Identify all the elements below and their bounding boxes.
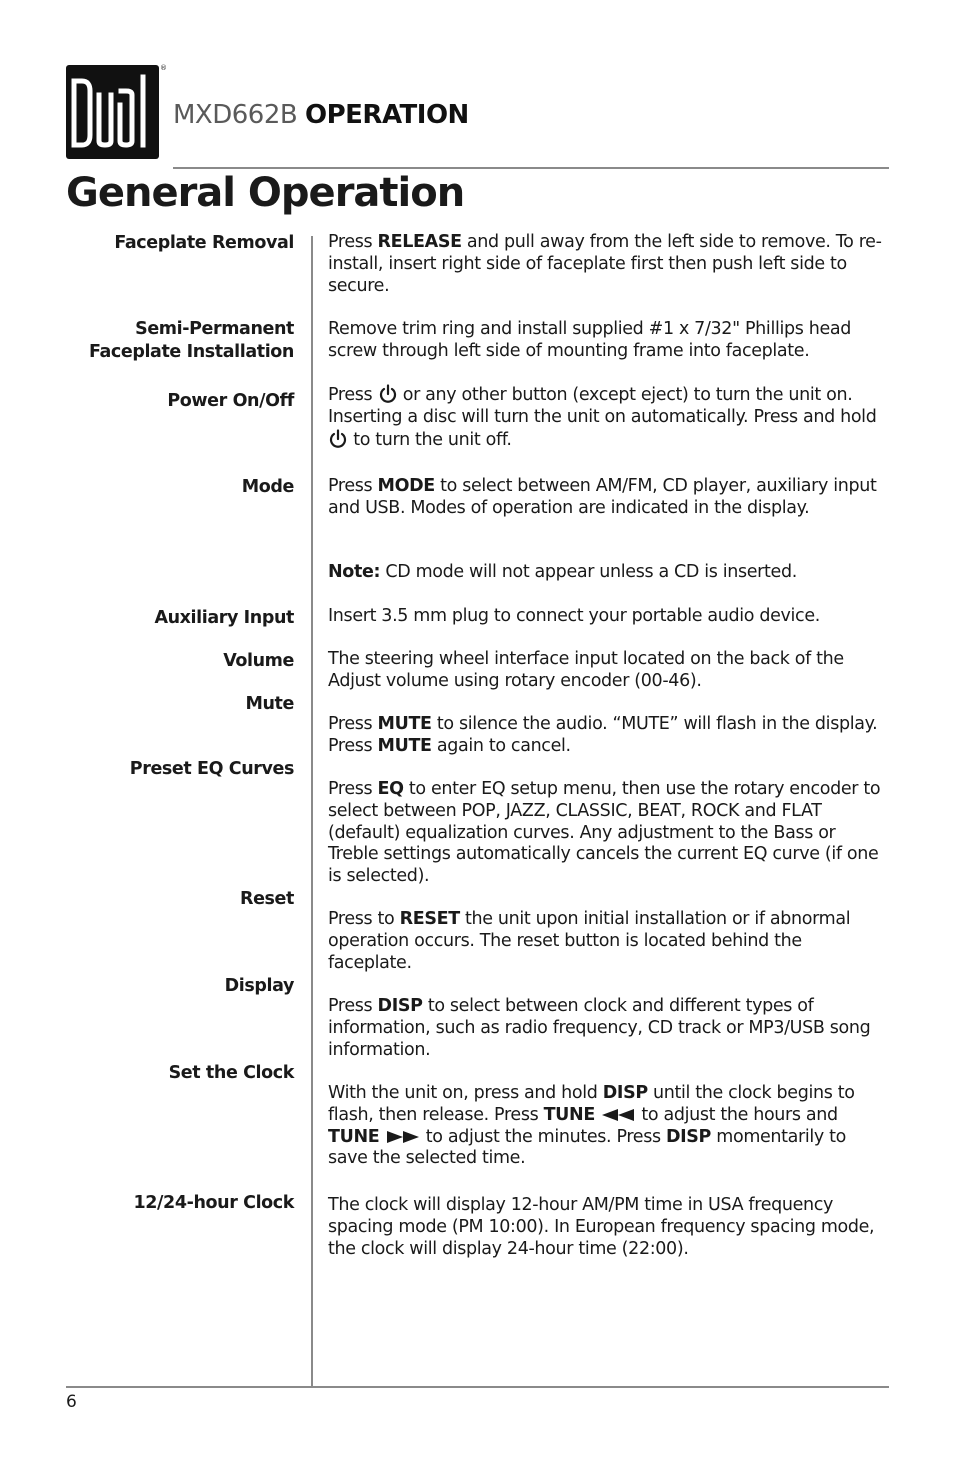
- label-semi-permanent: Semi-Permanent: [135, 319, 294, 339]
- note-keyword: Note:: [328, 562, 381, 582]
- registered-mark: ®: [160, 64, 167, 72]
- para-aux: Insert 3.5 mm plug to connect your portable audio device.: [328, 606, 820, 626]
- footer-rule: [66, 1386, 889, 1388]
- para-eq: Press EQ to enter EQ setup menu, then use the rotary encoder to select between POP, JAZZ, CLASSIC, BEAT, ROCK and FLAT (default) equalization curves. Any adjustment to the Bass or Treble settings automatically cancels the current EQ curve (if one is selected).: [328, 779, 881, 887]
- power-icon: [328, 429, 348, 449]
- header-rule: [173, 167, 889, 169]
- label-reset: Reset: [240, 889, 294, 909]
- rewind-arrows-icon: [600, 1108, 636, 1122]
- label-faceplate-removal: Faceplate Removal: [114, 233, 294, 253]
- label-set-clock: Set the Clock: [168, 1063, 294, 1083]
- para-mute: Press MUTE to silence the audio. “MUTE” will flash in the display. Press MUTE again to cancel.: [328, 714, 878, 756]
- label-eq: Preset EQ Curves: [129, 759, 294, 779]
- label-aux: Auxiliary Input: [154, 608, 294, 628]
- mode-keyword: MODE: [377, 476, 435, 496]
- section-name: OPERATION: [305, 100, 469, 130]
- power-icon: [378, 384, 398, 404]
- para-display: Press DISP to select between clock and different types of information, such as radio frequency, CD track or MP3/USB song information.: [328, 996, 871, 1060]
- dual-logo: [66, 65, 159, 159]
- para-hour-clock: The clock will display 12-hour AM/PM time in USA frequency spacing mode (PM 10:00). In European frequency spacing mode, the clock will display 24-hour time (22:00).: [328, 1195, 875, 1259]
- para-note: Note: CD mode will not appear unless a CD is inserted.: [328, 562, 797, 582]
- para-mode: Press MODE to select between AM/FM, CD player, auxiliary input and USB. Modes of operation are indicated in the display.: [328, 476, 877, 518]
- page-number: 6: [66, 1392, 77, 1412]
- release-keyword: RELEASE: [377, 232, 462, 252]
- page-title: General Operation: [66, 170, 465, 216]
- label-display: Display: [224, 976, 294, 996]
- para-faceplate-removal: Press RELEASE and pull away from the left side to remove. To re-install, insert right side of faceplate first then push left side to secure.: [328, 232, 882, 296]
- label-hour-clock: 12/24-hour Clock: [133, 1193, 294, 1213]
- header-title: [173, 100, 469, 130]
- label-volume: Volume: [223, 651, 294, 671]
- forward-arrows-icon: [385, 1130, 421, 1144]
- model-name: MXD662B: [173, 100, 298, 130]
- label-faceplate-installation: Faceplate Installation: [88, 342, 294, 362]
- label-mode: Mode: [241, 477, 294, 497]
- label-mute: Mute: [245, 694, 294, 714]
- para-semi-permanent: Remove trim ring and install supplied #1 x 7/32" Phillips head screw through left side of mounting frame into faceplate.: [328, 319, 852, 361]
- para-set-clock: With the unit on, press and hold DISP until the clock begins to flash, then release. Press TUNE to adjust the hours and TUNE to adjust the minutes. Press DISP momentarily to save the selected time.: [328, 1083, 855, 1169]
- para-reset: Press to RESET the unit upon initial installation or if abnormal operation occurs. The reset button is located behind the faceplate.: [328, 909, 851, 973]
- para-power: Press or any other button (except eject) to turn the unit on. Inserting a disc will turn the unit on automatically. Press and hold to turn the unit off.: [328, 385, 877, 450]
- para-volume: The steering wheel interface input located on the back of the Adjust volume using rotary encoder (00-46).: [328, 649, 844, 691]
- label-power: Power On/Off: [167, 391, 294, 411]
- column-divider: [311, 236, 313, 1386]
